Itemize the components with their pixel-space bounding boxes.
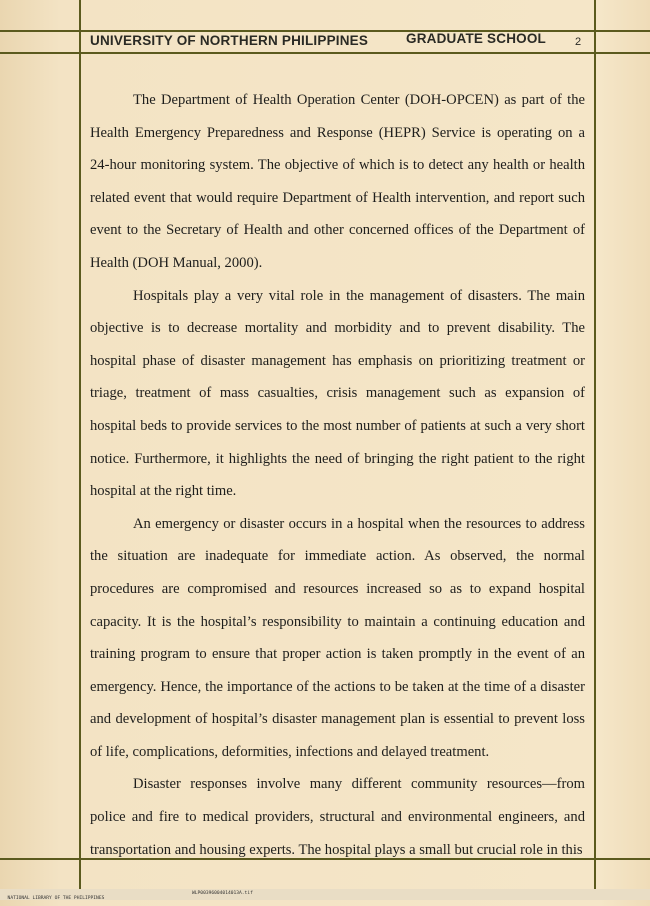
graduate-school-label: GRADUATE SCHOOL [406,31,546,46]
right-margin-rule [594,0,596,892]
scan-footer [2,891,253,906]
body-text [90,84,585,866]
paragraph-doh-opcen: The Department of Health Operation Center (DOH-OPCEN) as part of the Health Emergency Preparedness and Response (HEPR) Service is operating on a 24-hour monitoring system. The objective of which is to detect any health or health related event that would require Department of Health intervention, and report such event to the Secretary of Health and other concerned offices of the Department of Health (DOH Manual, 2000). [90,92,585,271]
page-header [90,33,590,53]
university-name: UNIVERSITY OF NORTHERN PHILIPPINES [90,33,369,48]
header-top-rule [0,30,650,32]
file-id: WLP00396004014013A.tif [192,891,253,896]
paragraph-hospital-emergency: An emergency or disaster occurs in a hospital when the resources to address the situation are inadequate for immediate action. As observed, the normal procedures are compromised and resources increased so as to expand hospital capacity. It is the hospital’s responsibility to maintain a continuing education and training program to ensure that proper action is taken promptly in the event of an emergency. Hence, the importance of the actions to be taken at the time of a disaster and development of hospital’s disaster management plan is essential to prevent loss of life, complications, deformities, infections and delayed treatment. [90,515,585,760]
paragraph-hospital-role: Hospitals play a very vital role in the management of disasters. The main objective is to decrease mortality and morbidity and to prevent disability. The hospital phase of disaster management has emphasis on prioritizing treatment or triage, treatment of mass casualties, crisis management such as expansion of hospital beds to provide services to the most number of patients at such a very short notice. Furthermore, it highlights the need of bringing the right patient to the right hospital at the right time. [90,287,585,500]
left-margin-rule [79,0,81,900]
library-label: NATIONAL LIBRARY OF THE PHILIPPINES [7,896,105,901]
paragraph-disaster-responses: Disaster responses involve many different community resources—from police and fire to medical providers, structural and environmental engineers, and transportation and housing experts. The hospital plays a small but crucial role in this [90,776,585,858]
page-number: 2 [575,36,582,48]
